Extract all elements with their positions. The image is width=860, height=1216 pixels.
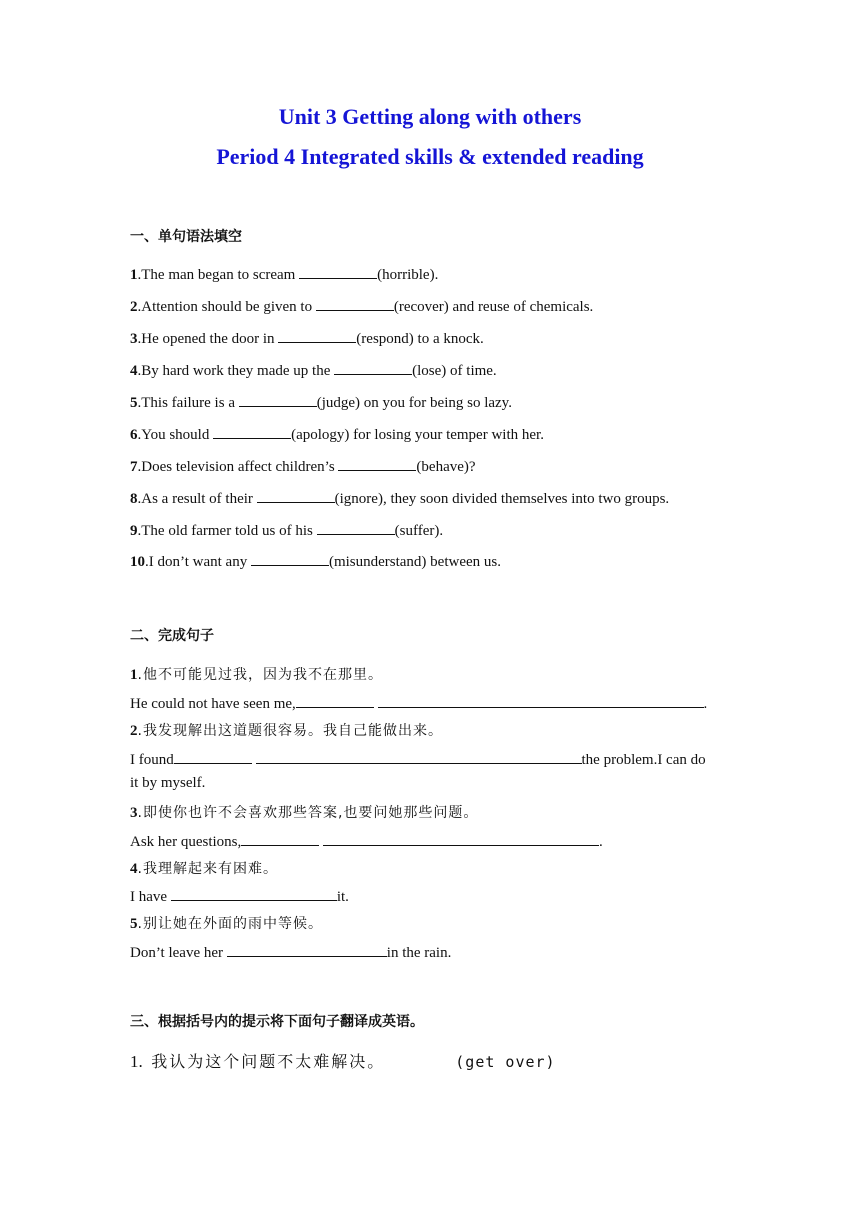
answer-blank[interactable] (239, 392, 317, 407)
chinese-sentence: .别让她在外面的雨中等候。 (137, 916, 323, 932)
english-prompt: I have (130, 889, 171, 905)
english-prompt: I found (130, 752, 174, 768)
item-text-after: (horrible). (377, 267, 439, 283)
s1-item-3 (130, 328, 484, 348)
item-number: 3 (130, 331, 138, 347)
english-ending: in the rain. (386, 945, 452, 961)
answer-blank[interactable] (257, 488, 335, 503)
s1-item-2 (130, 296, 593, 316)
item-number: 10 (130, 554, 145, 570)
item-text-after: (misunderstand) between us. (328, 554, 501, 570)
answer-blank[interactable] (241, 831, 319, 846)
answer-blank-long[interactable] (171, 886, 337, 901)
answer-blank[interactable] (213, 424, 291, 439)
item-text-after: (apology) for losing your temper with her. (291, 427, 544, 443)
item-text-after: (behave)? (416, 459, 476, 475)
item-number: 9 (130, 523, 138, 539)
english-ending: it. (336, 889, 349, 905)
english-ending: the problem.I can do (581, 752, 706, 768)
s2-item-4-cn (130, 858, 278, 878)
s1-item-10 (130, 551, 501, 571)
s1-item-1 (130, 264, 438, 284)
s2-item-4-en (130, 886, 349, 906)
period-title: Period 4 Integrated skills & extended reading (216, 144, 644, 169)
item-text-before: .Does television affect children’s (137, 459, 339, 475)
s1-item-9 (130, 520, 443, 540)
s1-item-7 (130, 456, 476, 476)
chinese-sentence: .我发现解出这道题很容易。我自己能做出来。 (137, 723, 443, 739)
item-text-after: (suffer). (394, 523, 444, 539)
item-text-after: (judge) on you for being so lazy. (316, 395, 512, 411)
item-text-before: .By hard work they made up the (137, 363, 335, 379)
item-number: 5 (130, 916, 138, 932)
item-text-after: (lose) of time. (412, 363, 497, 379)
s2-item-5-cn (130, 913, 323, 933)
s1-item-4 (130, 360, 497, 380)
answer-blank[interactable] (174, 749, 252, 764)
item-text-before: .The man began to scream (137, 267, 300, 283)
s2-item-2-cn (130, 720, 443, 740)
s2-item-2-en (130, 749, 706, 769)
s2-item-3-cn (130, 802, 478, 822)
english-prompt: Don’t leave her (130, 945, 227, 961)
item-text-after: (respond) to a knock. (356, 331, 484, 347)
answer-blank-long[interactable] (227, 942, 387, 957)
s1-item-8 (130, 488, 669, 508)
item-number: 2 (130, 299, 138, 315)
item-text-before: .As a result of their (137, 491, 257, 507)
item-number: 8 (130, 491, 138, 507)
english-prompt: Ask her questions, (130, 834, 242, 850)
answer-blank[interactable] (299, 264, 377, 279)
unit-title: Unit 3 Getting along with others (278, 104, 582, 129)
answer-blank[interactable] (317, 520, 395, 535)
chinese-sentence: .我理解起来有困难。 (137, 861, 278, 877)
s2-item-5-en (130, 942, 451, 962)
s1-item-5 (130, 392, 512, 412)
chinese-sentence: 我认为这个问题不太难解决。 (151, 1052, 386, 1071)
answer-blank-long[interactable] (256, 749, 582, 764)
item-text-before: .You should (137, 427, 214, 443)
answer-blank-long[interactable] (323, 831, 599, 846)
english-ending: . (599, 834, 603, 850)
answer-blank[interactable] (296, 693, 374, 708)
section1-heading: 一、单句语法填空 (130, 229, 242, 245)
item-number: 1 (130, 667, 138, 683)
item-text-before: .The old farmer told us of his (137, 523, 317, 539)
s2-item-2-en-cont: it by myself. (130, 775, 206, 791)
s3-item-1 (130, 1049, 556, 1072)
item-text-before: .He opened the door in (137, 331, 279, 347)
item-text-before: .I don’t want any (145, 554, 251, 570)
item-number: 6 (130, 427, 138, 443)
item-number: 3 (130, 805, 138, 821)
s2-item-1-en (130, 693, 707, 713)
answer-blank[interactable] (251, 551, 329, 566)
s1-item-6 (130, 424, 544, 444)
section2-heading: 二、完成句子 (130, 628, 214, 644)
item-number: 4 (130, 861, 138, 877)
item-number: 7 (130, 459, 138, 475)
item-number: 2 (130, 723, 138, 739)
item-number: 1. (130, 1052, 143, 1071)
answer-blank[interactable] (316, 296, 394, 311)
item-text-before: .Attention should be given to (137, 299, 316, 315)
answer-blank[interactable] (338, 456, 416, 471)
answer-blank-long[interactable] (378, 693, 704, 708)
section3-heading: 三、根据括号内的提示将下面句子翻译成英语。 (130, 1014, 424, 1030)
chinese-sentence: .即使你也许不会喜欢那些答案,也要问她那些问题。 (137, 805, 479, 821)
s2-item-1-cn (130, 664, 383, 684)
answer-blank[interactable] (334, 360, 412, 375)
item-text-after: (ignore), they soon divided themselves into two groups. (334, 491, 670, 507)
s2-item-3-en (130, 831, 603, 851)
item-text-after: (recover) and reuse of chemicals. (393, 299, 594, 315)
hint-phrase: (get over) (455, 1053, 556, 1071)
chinese-sentence: .他不可能见过我，因为我不在那里。 (137, 667, 383, 683)
item-number: 5 (130, 395, 138, 411)
english-ending: . (703, 696, 708, 712)
item-text-before: .This failure is a (137, 395, 239, 411)
item-number: 1 (130, 267, 138, 283)
english-prompt: He could not have seen me, (130, 696, 296, 712)
item-number: 4 (130, 363, 138, 379)
answer-blank[interactable] (278, 328, 356, 343)
